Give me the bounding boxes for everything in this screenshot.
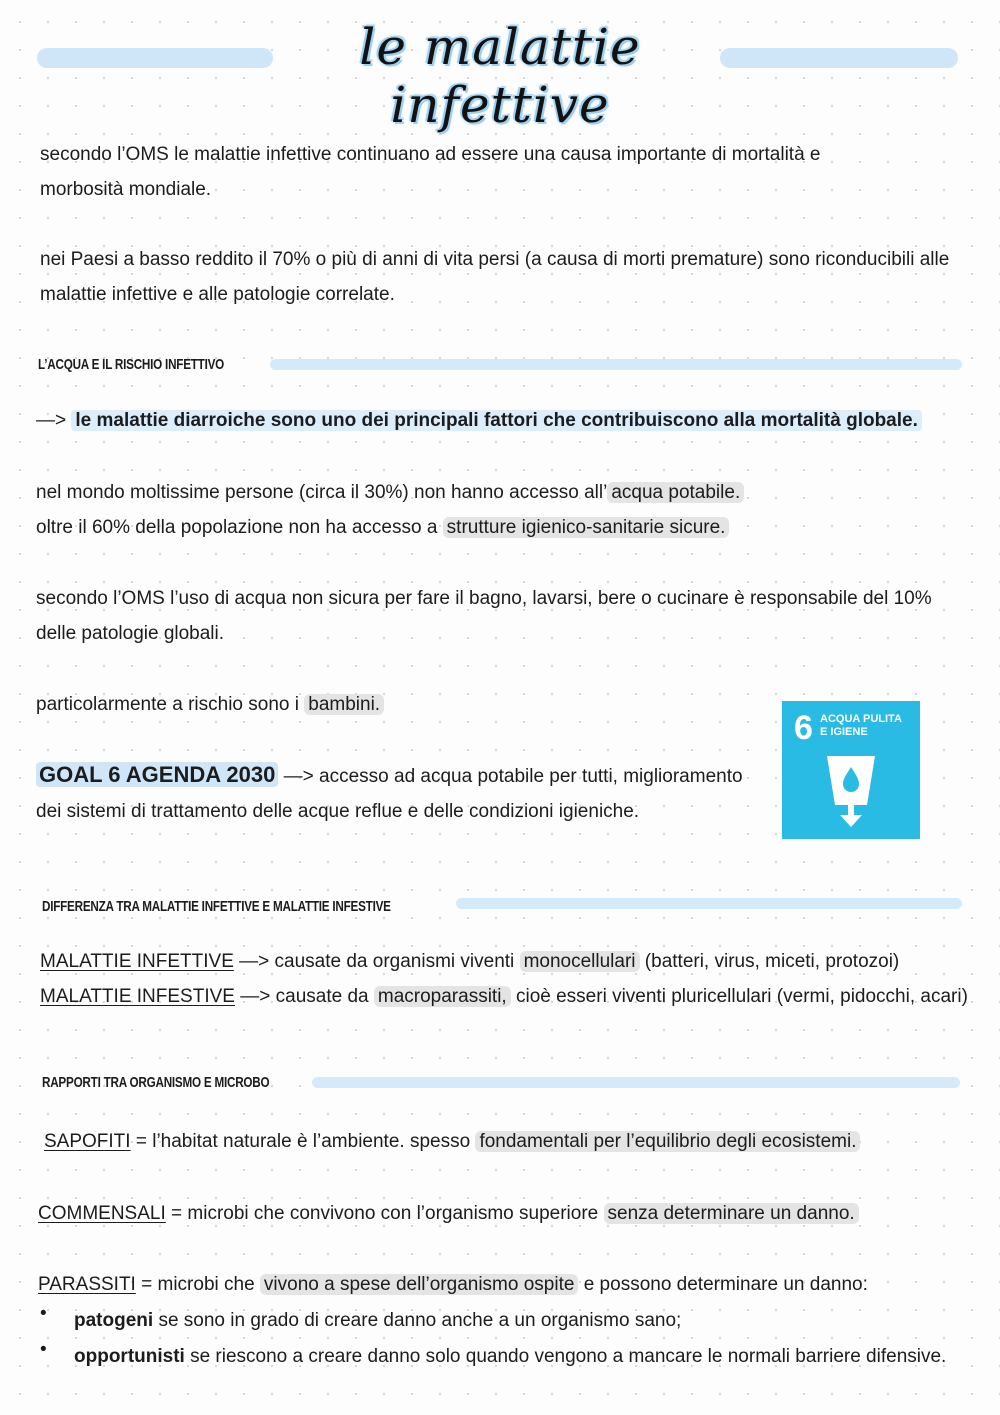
infestive-highlight: macroparassiti, xyxy=(374,986,511,1007)
bullet-text-patogeni: se sono in grado di creare danno anche a un organismo sano; xyxy=(153,1310,682,1331)
parassiti-text-end: e possono determinare un danno: xyxy=(578,1274,868,1295)
risk-paragraph xyxy=(36,687,384,722)
title-decoration-right xyxy=(720,48,958,68)
oms-text-b: delle patologie globali. xyxy=(36,623,225,644)
arrow-icon: —> xyxy=(36,410,67,431)
goal-paragraph xyxy=(36,757,766,829)
sdg-label xyxy=(820,713,910,739)
intro-paragraph-2 xyxy=(40,242,960,312)
intro-text-2b: malattie infettive e alle patologie correlate. xyxy=(40,284,395,305)
water-text: nel mondo moltissime persone (circa il 30%) non hanno accesso all’ xyxy=(36,482,608,503)
key-sentence-text: le malattie diarroiche sono uno dei principali fattori che contribuiscono alla mortalità globale. xyxy=(71,410,922,431)
sanitation-highlight: strutture igienico-sanitarie sicure. xyxy=(443,517,730,538)
infettive-examples: (batteri, virus, miceti, protozoi) xyxy=(639,951,900,972)
sdg-number: 6 xyxy=(794,709,813,747)
goal-text-b: dei sistemi di trattamento delle acque reflue e delle condizioni igieniche. xyxy=(36,801,640,822)
infettive-text: —> causate da organismi viventi xyxy=(233,951,515,972)
commensali-text: = microbi che convivono con l’organismo superiore xyxy=(165,1203,599,1224)
goal-label: GOAL 6 AGENDA 2030 xyxy=(36,762,278,787)
bullet-term-opportunisti: opportunisti xyxy=(74,1346,185,1367)
section-heading-relations: RAPPORTI TRA ORGANISMO E MICROBO xyxy=(42,1074,270,1091)
commensali-paragraph xyxy=(38,1196,859,1231)
page-title: le malattie infettive xyxy=(359,18,641,134)
section-line-water xyxy=(270,359,962,370)
bullet-term-patogeni: patogeni xyxy=(74,1310,154,1331)
intro-paragraph-1 xyxy=(40,137,900,207)
oms-paragraph xyxy=(36,581,936,651)
bullet-dot-icon: • xyxy=(40,1339,47,1360)
risk-highlight: bambini. xyxy=(304,694,384,715)
parassiti-paragraph xyxy=(38,1267,868,1302)
parassiti-text: = microbi che xyxy=(135,1274,255,1295)
infettive-highlight: monocellulari xyxy=(520,951,640,972)
intro-text-1: secondo l’OMS le malattie infettive continuano ad essere una causa importante di mortalità e morbosità mondiale. xyxy=(40,144,821,200)
bullet-dot-icon: • xyxy=(40,1303,47,1324)
water-highlight: acqua potabile. xyxy=(607,482,744,503)
infestive-text: —> causate da xyxy=(234,986,369,1007)
risk-text: particolarmente a rischio sono i xyxy=(36,694,299,715)
water-glass-icon xyxy=(824,753,878,829)
term-infestive: MALATTIE INFESTIVE xyxy=(40,986,235,1007)
key-sentence xyxy=(36,403,922,438)
section-line-difference xyxy=(456,898,962,909)
difference-paragraph xyxy=(40,944,968,1014)
infestive-examples: cioè esseri viventi pluricellulari (vermi, pidocchi, acari) xyxy=(510,986,968,1007)
term-saprofiti: SAPOFITI xyxy=(44,1131,131,1152)
section-heading-difference: DIFFERENZA TRA MALATTIE INFETTIVE E MALATTIE INFESTIVE xyxy=(42,898,391,915)
commensali-highlight: senza determinare un danno. xyxy=(604,1203,859,1224)
term-commensali: COMMENSALI xyxy=(38,1203,166,1224)
bullet-text-opportunisti: se riescono a creare danno solo quando vengono a mancare le normali barriere difensive. xyxy=(184,1346,947,1367)
parassiti-highlight: vivono a spese dell’organismo ospite xyxy=(260,1274,579,1295)
oms-text-a: secondo l’OMS l’uso di acqua non sicura per fare il bagno, lavarsi, bere o cucinare è responsabile del 10% xyxy=(36,588,932,609)
title-decoration-left xyxy=(37,48,273,68)
term-infettive: MALATTIE INFETTIVE xyxy=(40,951,234,972)
water-paragraph xyxy=(36,475,896,545)
saprofiti-paragraph xyxy=(44,1124,860,1159)
sdg-label-line-2: E IGIENE xyxy=(820,726,868,738)
term-parassiti: PARASSITI xyxy=(38,1274,136,1295)
saprofiti-highlight: fondamentali per l’equilibrio degli ecosistemi. xyxy=(475,1131,860,1152)
goal-text-a: —> accesso ad acqua potabile per tutti, miglioramento xyxy=(278,766,743,787)
sdg-6-badge xyxy=(782,701,920,839)
intro-text-2a: nei Paesi a basso reddito il 70% o più di anni di vita persi (a causa di morti premature) sono riconducibili alle xyxy=(40,249,950,270)
sanitation-text: oltre il 60% della popolazione non ha accesso a xyxy=(36,517,438,538)
sdg-label-line-1: ACQUA PULITA xyxy=(820,713,902,725)
section-heading-water: L’ACQUA E IL RISCHIO INFETTIVO xyxy=(38,356,225,373)
saprofiti-text: = l’habitat naturale è l’ambiente. spesso xyxy=(130,1131,471,1152)
list-item xyxy=(74,1339,974,1374)
section-line-relations xyxy=(312,1077,960,1088)
list-item xyxy=(74,1303,954,1338)
